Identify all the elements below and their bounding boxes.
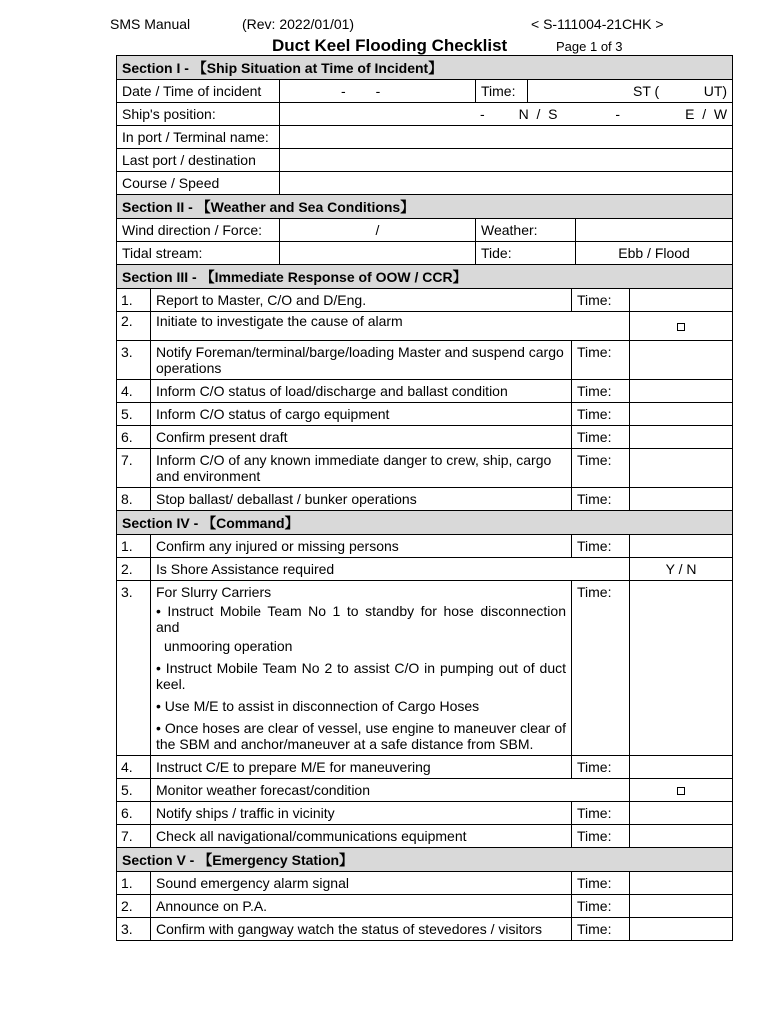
time-label: Time:: [572, 341, 630, 380]
table-row: [117, 581, 733, 756]
item-text: Instruct C/E to prepare M/E for maneuvering: [151, 756, 572, 779]
section-3-heading: Section III - 【Immediate Response of OOW / CCR】: [117, 265, 733, 289]
bullet-item: • Use M/E to assist in disconnection of Cargo Hoses: [156, 698, 480, 714]
item-text: Report to Master, C/O and D/Eng.: [151, 289, 572, 312]
time-label: Time:: [572, 895, 630, 918]
ship-position-row: [117, 103, 733, 126]
time-field[interactable]: [630, 535, 733, 558]
last-port-row: [117, 149, 733, 172]
time-field[interactable]: [630, 403, 733, 426]
time-label: Time:: [572, 449, 630, 488]
east-west-indicator: E / W: [685, 106, 728, 122]
checklist-table: [116, 55, 733, 941]
item-text: Confirm with gangway watch the status of stevedores / visitors: [151, 918, 572, 941]
time-field[interactable]: [630, 872, 733, 895]
time-field[interactable]: [630, 825, 733, 848]
position-separator: -: [615, 106, 621, 122]
time-field[interactable]: [630, 426, 733, 449]
time-label: Time:: [572, 918, 630, 941]
time-label: Time:: [572, 802, 630, 825]
table-row: [117, 535, 733, 558]
table-row: [117, 918, 733, 941]
date-separator: -: [375, 83, 381, 99]
item-text: Inform C/O status of cargo equipment: [151, 403, 572, 426]
revision-date: (Rev: 2022/01/01): [242, 16, 355, 32]
table-row: [117, 449, 733, 488]
table-row: [117, 756, 733, 779]
ship-position-field[interactable]: [280, 103, 733, 126]
section-2-heading: Section II - 【Weather and Sea Conditions】: [117, 195, 733, 219]
table-row: [117, 289, 733, 312]
checkbox-icon: [677, 323, 685, 331]
tidal-row: [117, 242, 733, 265]
time-label: Time:: [572, 289, 630, 312]
time-field[interactable]: [630, 895, 733, 918]
item-text: Confirm present draft: [151, 426, 572, 449]
table-row: [117, 380, 733, 403]
item-text: Inform C/O status of load/discharge and ballast condition: [151, 380, 572, 403]
tidal-stream-field[interactable]: [280, 242, 476, 265]
time-label: Time:: [572, 488, 630, 511]
time-field[interactable]: [630, 581, 733, 756]
time-label: Time:: [572, 403, 630, 426]
time-field[interactable]: [630, 918, 733, 941]
weather-field[interactable]: [576, 219, 733, 242]
time-field[interactable]: [630, 341, 733, 380]
item-number: 4.: [117, 380, 151, 403]
date-time-row: [117, 80, 733, 103]
st-label: ST (: [633, 83, 660, 99]
time-field[interactable]: [630, 289, 733, 312]
time-label: Time:: [572, 380, 630, 403]
item-text: Confirm any injured or missing persons: [151, 535, 572, 558]
time-field[interactable]: [630, 380, 733, 403]
time-label: Time:: [572, 756, 630, 779]
checkbox[interactable]: [630, 779, 733, 802]
time-label: Time:: [572, 581, 630, 756]
item-number: 7.: [117, 825, 151, 848]
course-speed-field[interactable]: [280, 172, 733, 195]
item-text: Monitor weather forecast/condition: [151, 779, 630, 802]
ut-label: UT): [703, 83, 728, 99]
table-row: [117, 488, 733, 511]
ship-position-label: Ship's position:: [117, 103, 280, 126]
item-text: Initiate to investigate the cause of alarm: [151, 312, 630, 341]
item-number: 4.: [117, 756, 151, 779]
item-number: 5.: [117, 779, 151, 802]
item-number: 3.: [117, 918, 151, 941]
document-title: Duct Keel Flooding Checklist: [272, 36, 508, 55]
page-number: Page 1 of 3: [556, 39, 623, 54]
table-row: [117, 802, 733, 825]
item-text: Notify ships / traffic in vicinity: [151, 802, 572, 825]
time-label: Time:: [572, 426, 630, 449]
item-number: 8.: [117, 488, 151, 511]
section-4-heading: Section IV - 【Command】: [117, 511, 733, 535]
wind-label: Wind direction / Force:: [117, 219, 280, 242]
item-number: 3.: [117, 581, 151, 756]
item-number: 5.: [117, 403, 151, 426]
bullet-item: • Instruct Mobile Team No 1 to standby for hose disconnection and: [156, 603, 566, 635]
item-number: 1.: [117, 535, 151, 558]
table-row: [117, 779, 733, 802]
document-code: < S-111004-21CHK >: [531, 16, 664, 32]
slurry-instructions: [151, 581, 572, 756]
item-text: Is Shore Assistance required: [151, 558, 630, 581]
tide-value[interactable]: Ebb / Flood: [576, 242, 733, 265]
time-label: Time:: [572, 535, 630, 558]
item-number: 1.: [117, 289, 151, 312]
item-number: 2.: [117, 895, 151, 918]
wind-separator: /: [375, 222, 380, 238]
time-field[interactable]: [630, 449, 733, 488]
time-label: Time:: [572, 872, 630, 895]
port-row: [117, 126, 733, 149]
section-5-heading: Section V - 【Emergency Station】: [117, 848, 733, 872]
item-number: 3.: [117, 341, 151, 380]
table-row: [117, 825, 733, 848]
item-text: For Slurry Carriers: [156, 584, 272, 600]
item-number: 1.: [117, 872, 151, 895]
date-separator: -: [341, 83, 346, 99]
bullet-item: • Instruct Mobile Team No 2 to assist C/O in pumping out of duct keel.: [156, 660, 566, 692]
table-row: [117, 426, 733, 449]
item-number: 2.: [117, 312, 151, 341]
item-text: Announce on P.A.: [151, 895, 572, 918]
date-time-label: Date / Time of incident: [117, 80, 280, 103]
time-field[interactable]: [528, 80, 733, 103]
table-row: [117, 872, 733, 895]
yes-no-field[interactable]: Y / N: [630, 558, 733, 581]
north-south-indicator: N / S: [518, 106, 558, 122]
time-label: Time:: [476, 80, 528, 103]
tidal-stream-label: Tidal stream:: [117, 242, 280, 265]
checkbox-icon: [677, 787, 685, 795]
table-row: [117, 341, 733, 380]
port-field[interactable]: [280, 126, 733, 149]
item-text: Inform C/O of any known immediate danger to crew, ship, cargo and environment: [151, 449, 572, 488]
time-field[interactable]: [630, 488, 733, 511]
time-field[interactable]: [630, 756, 733, 779]
date-field[interactable]: [280, 80, 476, 103]
checkbox[interactable]: [630, 312, 733, 341]
wind-row: [117, 219, 733, 242]
wind-field[interactable]: [280, 219, 476, 242]
position-separator: -: [480, 106, 485, 122]
item-text: Sound emergency alarm signal: [151, 872, 572, 895]
table-row: [117, 312, 733, 341]
item-text: Notify Foreman/terminal/barge/loading Master and suspend cargo operations: [151, 341, 572, 380]
section-1-heading: Section I - 【Ship Situation at Time of Incident】: [117, 56, 733, 80]
course-speed-row: [117, 172, 733, 195]
item-number: 7.: [117, 449, 151, 488]
table-row: [117, 558, 733, 581]
tide-label: Tide:: [476, 242, 576, 265]
time-field[interactable]: [630, 802, 733, 825]
table-row: [117, 403, 733, 426]
item-text: Check all navigational/communications equipment: [151, 825, 572, 848]
weather-label: Weather:: [476, 219, 576, 242]
last-port-label: Last port / destination: [117, 149, 280, 172]
item-number: 6.: [117, 802, 151, 825]
port-label: In port / Terminal name:: [117, 126, 280, 149]
last-port-field[interactable]: [280, 149, 733, 172]
time-label: Time:: [572, 825, 630, 848]
bullet-item: • Once hoses are clear of vessel, use engine to maneuver clear of the SBM and anchor/maneuver at a safe distance from SBM.: [156, 720, 566, 752]
manual-name: SMS Manual: [110, 16, 191, 32]
course-speed-label: Course / Speed: [117, 172, 280, 195]
item-number: 2.: [117, 558, 151, 581]
bullet-item-continued: unmooring operation: [164, 638, 293, 654]
item-text: Stop ballast/ deballast / bunker operations: [151, 488, 572, 511]
table-row: [117, 895, 733, 918]
item-number: 6.: [117, 426, 151, 449]
